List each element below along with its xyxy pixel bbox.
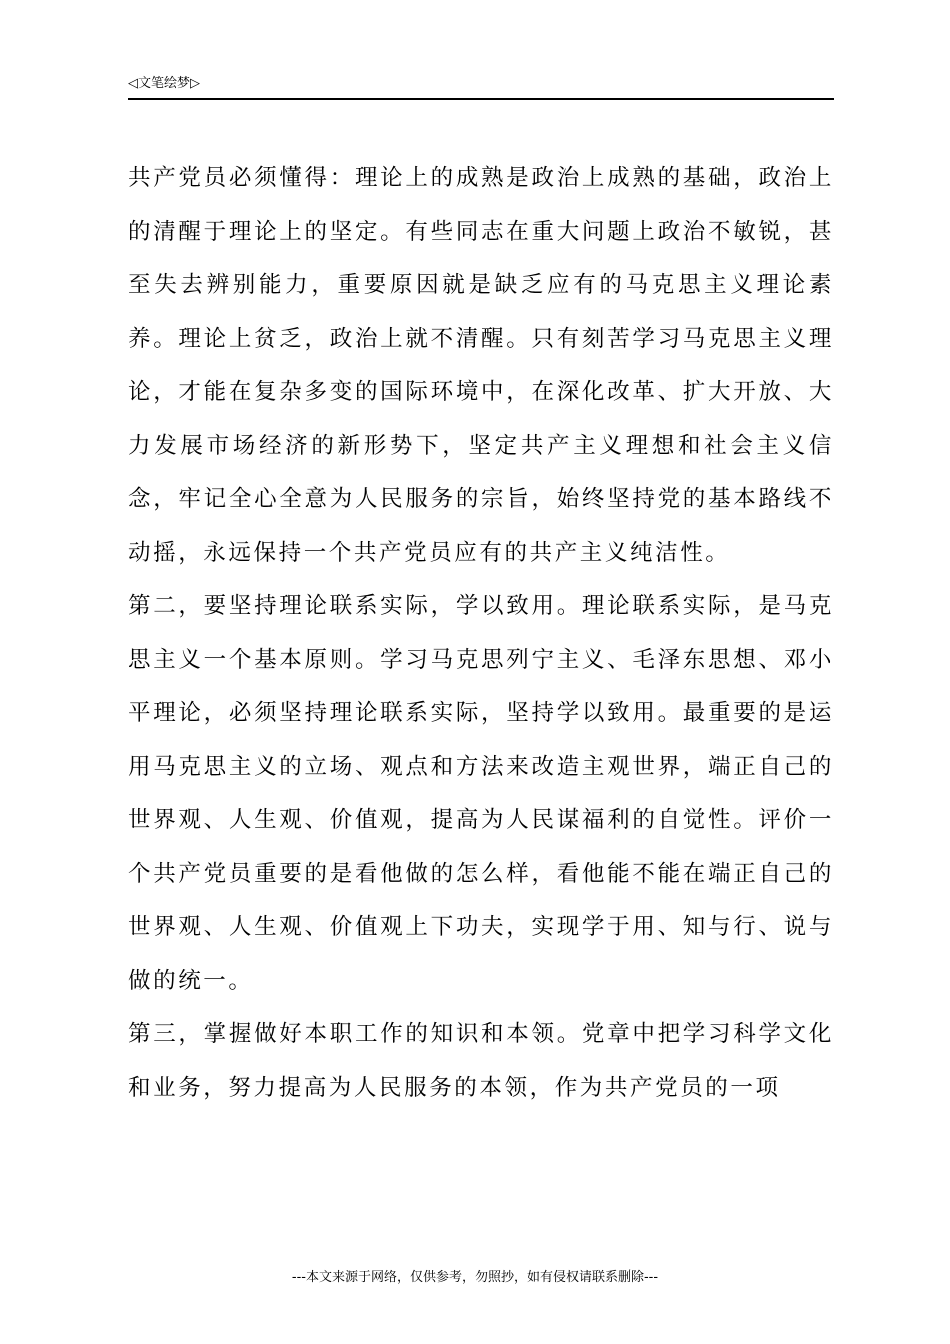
document-body [128,152,834,1115]
page-header [128,74,834,100]
paragraph-3: 第三，掌握做好本职工作的知识和本领。党章中把学习科学文化和业务，努力提高为人民服务的本领，作为共产党员的一项 [128,1021,834,1101]
right-triangle-icon: ▷ [190,76,201,91]
footer-disclaimer: ---本文来源于网络，仅供参考，勿照抄，如有侵权请联系删除--- [291,1270,659,1285]
header-title-line [128,76,200,92]
paragraph-1: 共产党员必须懂得：理论上的成熟是政治上成熟的基础，政治上的清醒于理论上的坚定。有些同志在重大问题上政治不敏锐，甚至失去辨别能力，重要原因就是缺乏应有的马克思主义理论素养。理论上贫乏，政治上就不清醒。只有刻苦学习马克思主义理论，才能在复杂多变的国际环境中，在深化改革、扩大开放、大力发展市场经济的新形势下，坚定共产主义理想和社会主义信念，牢记全心全意为人民服务的宗旨，始终坚持党的基本路线不动摇，永远保持一个共产党员应有的共产主义纯洁性。 [128,165,834,566]
paragraph-2: 第二，要坚持理论联系实际，学以致用。理论联系实际，是马克思主义一个基本原则。学习马克思列宁主义、毛泽东思想、邓小平理论，必须坚持理论联系实际，坚持学以致用。最重要的是运用马克思主义的立场、观点和方法来改造主观世界，端正自己的世界观、人生观、价值观，提高为人民谋福利的自觉性。评价一个共产党员重要的是看他做的怎么样，看他能不能在端正自己的世界观、人生观、价值观上下功夫，实现学于用、知与行、说与做的统一。 [128,593,834,994]
header-title: 文笔绘梦 [138,76,191,91]
left-triangle-icon: ◁ [128,76,138,91]
